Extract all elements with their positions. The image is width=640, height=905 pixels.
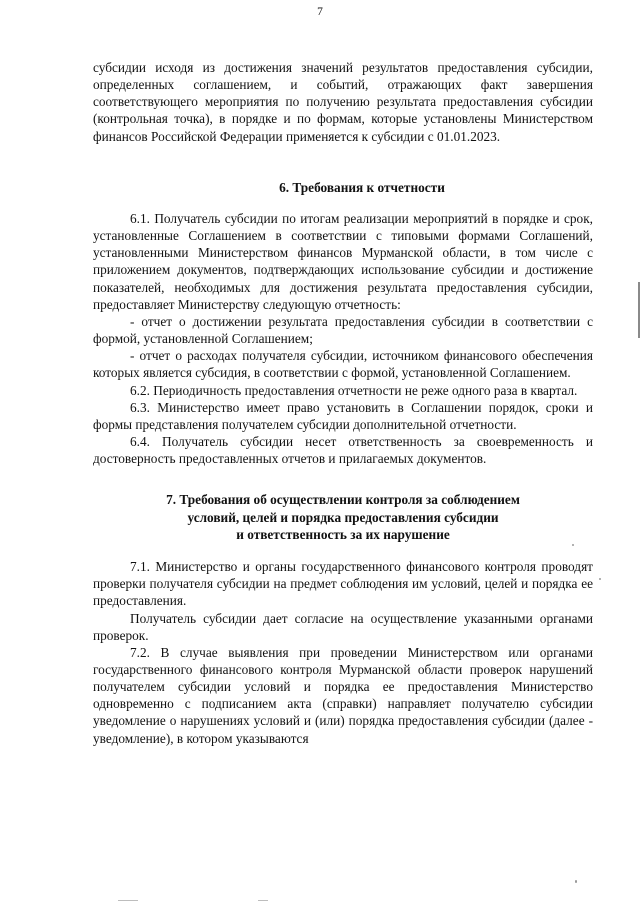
scan-bottom-mark: [118, 900, 138, 901]
section-6-1-item-report-result: - отчет о достижении результата предоставления субсидии в соответствии с формой, установленной Соглашением;: [93, 313, 593, 347]
section-6-4-paragraph: 6.4. Получатель субсидии несет ответственность за своевременность и достоверность предоставленных отчетов и прилагаемых документов.: [93, 433, 593, 467]
section-7-1-consent-paragraph: Получатель субсидии дает согласие на осуществление указанными органами проверок.: [93, 610, 593, 643]
section-7-1-paragraph: 7.1. Министерство и органы государственного финансового контроля проводят проверки получателя субсидии на предмет соблюдения им условий, целей и порядка ее предоставления.: [93, 559, 593, 609]
section-7-heading-line-3: и ответственность за их нарушение: [236, 527, 450, 543]
scan-speck: [572, 544, 574, 546]
section-7-heading-line-1: 7. Требования об осуществлении контроля за соблюдением: [166, 492, 520, 508]
section-7-heading-line-2: условий, целей и порядка предоставления субсидии: [187, 509, 499, 525]
section-7-heading: [93, 491, 593, 544]
page-number: 7: [317, 6, 323, 18]
section-7-2-paragraph: 7.2. В случае выявления при проведении Министерством или органами государственного финансового контроля Мурманской области проверок нарушений получателем субсидии условий и порядка ее предоставления Министерство одновременно с подписанием акта (справки) направляет получателю субсидии уведомление о нарушениях условий и (или) порядка предоставления субсидии (далее - уведомление), в котором указываются: [93, 644, 593, 746]
document-body: [93, 59, 593, 747]
intro-paragraph: субсидии исходя из достижения значений результатов предоставления субсидии, определенных соглашением, и событий, отражающих факт завершения соответствующего мероприятия по получению результата предоставления субсидии (контрольная точка), в порядке и по формам, которые установлены Министерством финансов Российской Федерации применяется к субсидии с 01.01.2023.: [93, 60, 593, 144]
section-6-1-paragraph: 6.1. Получатель субсидии по итогам реализации мероприятий в порядке и срок, установленные Соглашением в соответствии с типовыми формами Соглашений, установленными Министерством финансов Мурманской области, в том числе с приложением документов, подтверждающих использование субсидии и достижение показателей, необходимых для достижения результата предоставления субсидии, предоставляет Министерству следующую отчетность:: [93, 210, 593, 312]
section-6-1-item-report-expenses: - отчет о расходах получателя субсидии, источником финансового обеспечения которых является субсидия, в соответствии с формой, установленной Соглашением.: [93, 348, 593, 381]
section-6-3-paragraph: 6.3. Министерство имеет право установить в Соглашении порядок, сроки и формы представления получателем субсидии дополнительной отчетности.: [93, 399, 593, 432]
scan-bottom-mark: [258, 900, 268, 901]
section-6-heading: 6. Требования к отчетности: [279, 179, 445, 195]
scan-speck: [599, 578, 601, 580]
scan-speck: [575, 880, 577, 883]
section-6-2-paragraph: 6.2. Периодичность предоставления отчетности не реже одного раза в квартал.: [130, 382, 578, 398]
